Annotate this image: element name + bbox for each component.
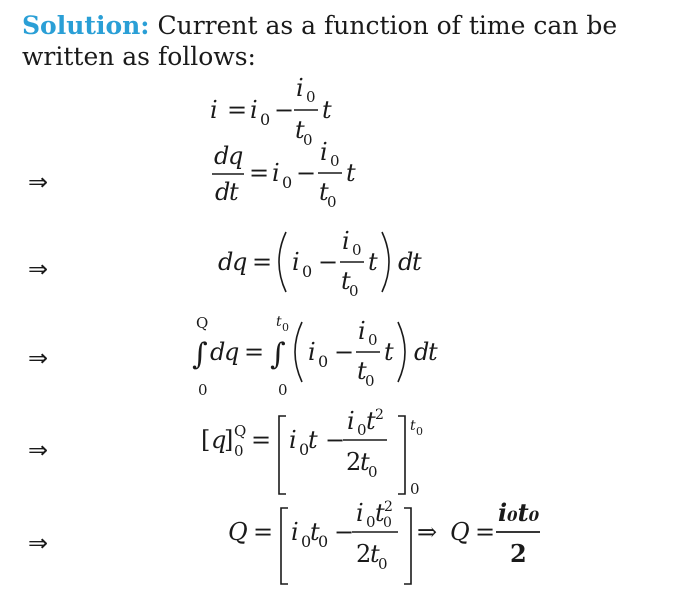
math-equals: = [475,518,496,546]
math-i: i [289,426,297,454]
math-t: t [319,178,329,206]
math-q: q [211,426,227,454]
math-q: q [224,338,240,366]
math-zero: 0 [318,352,329,371]
equation-6 [228,498,540,584]
math-zero: 0 [299,440,310,459]
math-zero: 0 [352,241,362,259]
math-q: q [232,248,248,276]
math-d: d [210,338,226,366]
math-zero: 0 [260,110,271,129]
math-t: t [229,178,239,206]
math-zero: 0 [357,421,367,439]
math-i: i [291,518,299,546]
math-zero: 0 [416,425,423,438]
math-t: t [357,357,367,385]
implies-arrow-3: ⇒ [28,344,49,372]
math-i: i [250,96,258,124]
math-rule [295,322,302,382]
math-equals: = [227,96,248,124]
implies-arrow-1: ⇒ [28,168,49,196]
math-i: i [347,407,355,435]
math-i: i [272,159,280,187]
math-q: q [228,142,244,170]
math-d: d [414,338,430,366]
math-equals: = [244,338,265,366]
math-t: t [360,448,370,476]
math-d: d [215,178,231,206]
math-minus: − [334,338,355,366]
math-rule [398,322,405,382]
math-t: t [322,96,332,124]
math-lhs: Q [450,518,470,546]
math-zero: 0 [327,193,337,211]
equation-1 [210,74,332,149]
math-t: t [370,540,380,568]
math-t: t [375,499,385,527]
math-den: 2 [510,539,527,568]
math-rule [398,416,405,494]
solution-label: Solution: [22,11,150,40]
math-Q: Q [228,518,248,546]
math-t: t [295,116,305,144]
math-zero: 0 [198,381,208,399]
math-d: d [218,248,234,276]
math-rule [404,508,411,584]
math-zero: 0 [278,381,288,399]
equation-3 [218,227,422,300]
math-zero: 0 [301,532,312,551]
math-t: t [428,338,438,366]
math-equals: = [249,159,270,187]
math-minus: − [318,248,339,276]
math-zero: 0 [282,173,293,192]
math-d: d [214,142,230,170]
math-t: t [384,338,394,366]
math-t: t [276,314,282,330]
math-t: t [341,267,351,295]
implies-arrow-2: ⇒ [28,255,49,283]
math-zero: 0 [302,262,313,281]
math-i: i [308,338,316,366]
math-t: t [368,248,378,276]
math-zero: 0 [234,442,244,460]
math-zero: 0 [378,555,388,573]
equation-5 [201,407,423,498]
math-lbracket: [ [201,426,211,454]
math-implies: ⇒ [417,518,438,546]
math-rule [382,232,389,292]
math-t: t [346,159,356,187]
math-zero: 0 [410,480,420,498]
math-t: t [366,407,376,435]
math-i: i [358,317,366,345]
math-Q: Q [196,314,209,332]
math-i: i [342,227,350,255]
math-rule [279,232,286,292]
math-zero: 0 [282,321,289,334]
math-equals: = [252,248,273,276]
math-zero: 0 [366,513,376,531]
math-zero: 0 [330,152,340,170]
math-minus: − [334,518,355,546]
math-zero: 0 [318,532,329,551]
math-t: t [308,426,318,454]
math-i: i [320,138,328,166]
math-equals: = [251,426,272,454]
math-i: i [356,499,364,527]
math-rbracket: ] [224,426,234,454]
implies-arrow-5: ⇒ [28,529,49,557]
math-num: i₀t₀ [498,498,540,527]
math-i: i [210,96,218,124]
math-t: t [410,418,416,434]
math-minus: − [325,426,346,454]
implies-arrow-4: ⇒ [28,436,49,464]
math-equals: = [253,518,274,546]
equation-4 [192,314,438,399]
math-zero: 0 [349,282,359,300]
math-zero: 0 [306,88,316,106]
math-zero: 0 [383,515,392,531]
math-minus: − [296,159,317,187]
math-d: d [398,248,414,276]
math-two: 2 [384,499,393,515]
math-minus: − [274,96,295,124]
math-rule [279,416,286,494]
math-zero: 0 [303,131,313,149]
math-integral: ∫ [192,337,208,372]
math-zero: 0 [365,372,375,390]
math-zero: 0 [368,331,378,349]
math-t: t [310,518,320,546]
math-rule [281,508,288,584]
math-two: 2 [356,540,372,568]
math-integral: ∫ [270,337,286,372]
math-Q: Q [234,422,247,440]
math-zero: 0 [368,463,378,481]
math-i: i [292,248,300,276]
math-two: 2 [346,448,362,476]
intro-text: Current as a function of time can be written as follows: [22,11,618,71]
math-i: i [296,74,304,102]
math-two: 2 [375,407,384,423]
equation-2 [212,138,356,211]
math-t: t [412,248,422,276]
